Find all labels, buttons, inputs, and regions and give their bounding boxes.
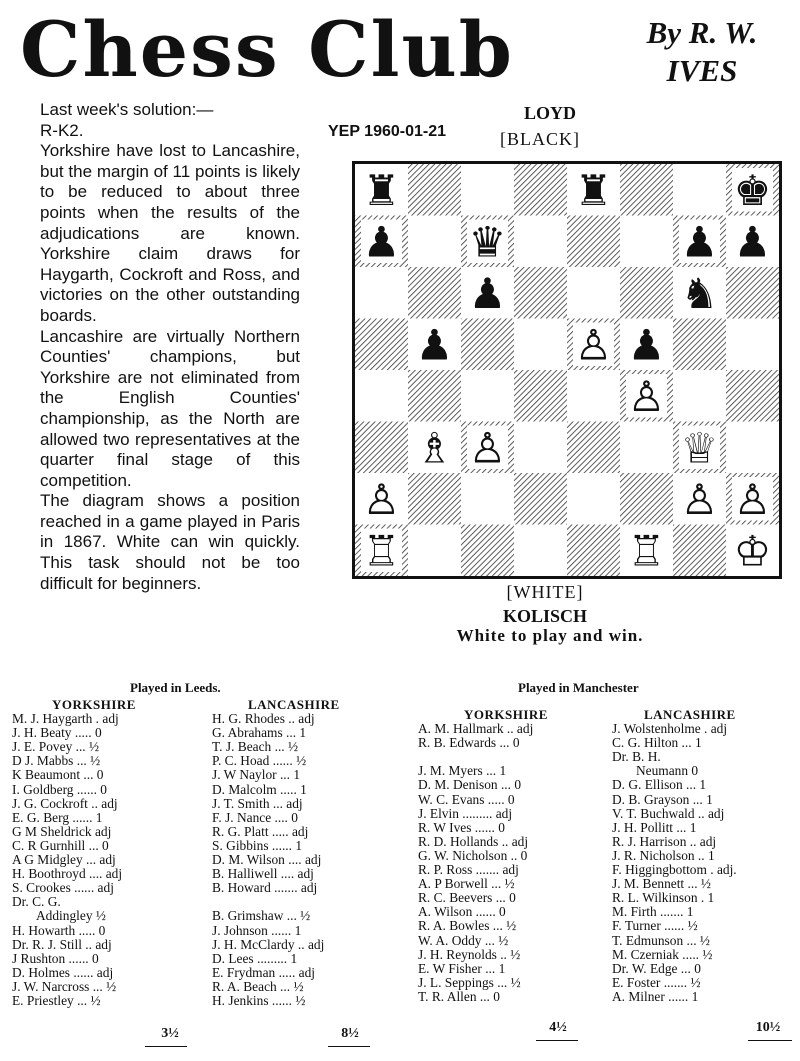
player-result: S. Gibbins ...... 1 bbox=[212, 838, 303, 853]
player-result: D J. Mabbs ... ½ bbox=[12, 754, 101, 769]
light-square bbox=[620, 216, 673, 268]
light-square bbox=[673, 370, 726, 422]
result-row bbox=[612, 821, 796, 835]
result-row bbox=[212, 881, 390, 895]
article-paragraph: The diagram shows a position reached in a game played in Paris in 1867. White can win quickly. This task should not be too difficult for beginners. bbox=[40, 491, 300, 593]
chess-piece-h7: ♟ bbox=[733, 217, 772, 267]
article-paragraph: Yorkshire have lost to Lancashire, but the margin of 11 points is likely to be reduced to about three points when the results of the adjudications are known. Yorkshire claim draws for Haygarth, Cockroft and Ross, and victories on the other outstanding boards. bbox=[40, 141, 300, 325]
light-square bbox=[567, 370, 620, 422]
player-result: E. G. Berg ...... 1 bbox=[12, 810, 103, 825]
player-result: T. J. Beach ... ½ bbox=[212, 740, 299, 755]
article-paragraph: Lancashire are virtually Northern Counties' champions, but Yorkshire are not eliminated from the English Counties' championship, as the North are allowed two representatives at the quarter final stage of this competition. bbox=[40, 326, 300, 490]
result-row bbox=[418, 764, 598, 778]
result-row bbox=[418, 877, 598, 891]
player-result: J. W Naylor ... 1 bbox=[212, 768, 301, 783]
team-heading: LANCASHIRE bbox=[248, 697, 340, 712]
result-row bbox=[212, 740, 390, 754]
dark-square bbox=[461, 525, 514, 577]
column-title: Chess Club bbox=[20, 5, 514, 94]
player-result: Dr. W. Edge ... 0 bbox=[612, 961, 701, 976]
chess-board bbox=[355, 164, 779, 576]
puzzle-task: White to play and win. bbox=[456, 626, 644, 645]
player-result: T. R. Allen ... 0 bbox=[418, 989, 500, 1004]
chess-piece-g7: ♟ bbox=[680, 217, 719, 267]
player-result: G. W. Nicholson .. 0 bbox=[418, 848, 528, 863]
black-player-name: LOYD bbox=[523, 103, 576, 123]
player-result: J. L. Seppings ... ½ bbox=[418, 975, 521, 990]
player-result: B. Halliwell .... adj bbox=[212, 867, 314, 882]
player-result: R. W Ives ...... 0 bbox=[418, 820, 505, 835]
dark-square bbox=[514, 164, 567, 216]
team-heading: YORKSHIRE bbox=[52, 697, 136, 712]
light-square bbox=[461, 370, 514, 422]
result-row bbox=[612, 877, 796, 891]
chess-piece-c6: ♟ bbox=[468, 268, 507, 318]
light-square bbox=[673, 164, 726, 216]
result-row bbox=[612, 736, 796, 750]
result-row bbox=[12, 938, 198, 952]
chess-piece-g2: ♙ bbox=[680, 474, 719, 524]
article-paragraph: R-K2. bbox=[40, 120, 84, 140]
chess-piece-e8: ♜ bbox=[574, 165, 613, 215]
player-result: J. H. Reynolds .. ½ bbox=[418, 947, 521, 962]
result-row bbox=[12, 797, 198, 811]
light-square bbox=[355, 267, 408, 319]
result-row bbox=[418, 736, 598, 750]
player-result: I. Goldberg ...... 0 bbox=[12, 782, 107, 797]
dark-square bbox=[355, 422, 408, 474]
player-result: H. Boothroyd .... adj bbox=[12, 867, 123, 882]
result-row bbox=[12, 881, 198, 895]
chess-piece-h2: ♙ bbox=[733, 474, 772, 524]
result-row bbox=[212, 712, 390, 726]
player-result: R. A. Bowles ... ½ bbox=[418, 919, 517, 934]
player-result: R. B. Edwards ... 0 bbox=[418, 736, 520, 751]
result-row bbox=[12, 994, 198, 1008]
chess-piece-g6: ♞ bbox=[680, 268, 719, 318]
result-row bbox=[612, 891, 796, 905]
result-row bbox=[12, 980, 198, 994]
player-result: M. Firth ....... 1 bbox=[612, 905, 694, 920]
chess-diagram bbox=[352, 161, 782, 579]
player-result: J. Wolstenholme . adj bbox=[612, 722, 728, 737]
player-result: J. H. Beaty ..... 0 bbox=[12, 726, 102, 741]
leeds-heading: Played in Leeds. bbox=[130, 680, 221, 695]
manchester-yorkshire-list bbox=[418, 708, 598, 1004]
light-square bbox=[408, 525, 461, 577]
dark-square bbox=[514, 267, 567, 319]
team-heading: LANCASHIRE bbox=[644, 707, 736, 722]
result-row bbox=[612, 793, 796, 807]
player-result: E. Priestley ... ½ bbox=[12, 993, 101, 1008]
player-result: D. Lees ......... 1 bbox=[212, 951, 298, 966]
chess-piece-e5: ♙ bbox=[574, 320, 613, 370]
team-heading: YORKSHIRE bbox=[464, 707, 548, 722]
player-result: D. M. Wilson .... adj bbox=[212, 853, 322, 868]
dark-square bbox=[726, 370, 779, 422]
result-row bbox=[418, 835, 598, 849]
dark-square bbox=[620, 473, 673, 525]
result-row bbox=[418, 891, 598, 905]
black-side-label: [BLACK] bbox=[500, 129, 580, 149]
dark-square bbox=[567, 216, 620, 268]
result-row bbox=[612, 764, 796, 778]
result-row bbox=[212, 726, 390, 740]
archive-stamp: YEP 1960-01-21 bbox=[328, 123, 447, 140]
result-row bbox=[212, 797, 390, 811]
result-row bbox=[612, 849, 796, 863]
result-row bbox=[212, 952, 390, 966]
result-row bbox=[418, 807, 598, 821]
dark-square bbox=[567, 525, 620, 577]
result-row bbox=[418, 722, 598, 736]
player-result: J Rushton ...... 0 bbox=[12, 951, 99, 966]
player-result: J. M. Bennett ... ½ bbox=[612, 877, 711, 892]
dark-square bbox=[726, 267, 779, 319]
player-result: R. J. Harrison .. adj bbox=[612, 834, 717, 849]
result-row bbox=[212, 909, 390, 923]
light-square bbox=[514, 216, 567, 268]
player-result: K Beaumont ... 0 bbox=[12, 768, 104, 783]
result-row bbox=[418, 821, 598, 835]
result-row bbox=[612, 919, 796, 933]
light-square bbox=[726, 422, 779, 474]
chess-piece-a8: ♜ bbox=[362, 165, 401, 215]
result-row bbox=[418, 863, 598, 877]
result-row bbox=[12, 768, 198, 782]
result-row bbox=[12, 754, 198, 768]
result-row bbox=[612, 863, 796, 877]
light-square bbox=[567, 473, 620, 525]
result-row bbox=[12, 726, 198, 740]
player-result: J. Elvin ......... adj bbox=[418, 806, 513, 821]
chess-piece-b5: ♟ bbox=[415, 320, 454, 370]
result-row bbox=[12, 811, 198, 825]
result-row bbox=[212, 895, 390, 909]
player-result: S. Crookes ...... adj bbox=[12, 881, 114, 896]
player-result: A. P Borwell ... ½ bbox=[418, 877, 515, 892]
result-row bbox=[212, 783, 390, 797]
player-result: E. W Fisher ... 1 bbox=[418, 961, 506, 976]
light-square bbox=[514, 525, 567, 577]
player-result: Dr. R. J. Still .. adj bbox=[12, 937, 112, 952]
player-result: F. J. Nance .... 0 bbox=[212, 810, 298, 825]
chess-piece-a1: ♖ bbox=[362, 526, 401, 576]
player-result: G. Abrahams ... 1 bbox=[212, 726, 307, 741]
player-result: C. G. Hilton ... 1 bbox=[612, 736, 702, 751]
dark-square bbox=[355, 319, 408, 371]
player-result: Dr. C. G. bbox=[12, 895, 61, 910]
player-result: J. M. Myers ... 1 bbox=[418, 764, 507, 779]
result-row bbox=[12, 952, 198, 966]
chess-piece-b3: ♗ bbox=[415, 423, 454, 473]
result-row bbox=[212, 966, 390, 980]
light-square bbox=[620, 422, 673, 474]
player-result: F. Turner ...... ½ bbox=[612, 919, 698, 934]
dark-square bbox=[514, 473, 567, 525]
light-square bbox=[514, 319, 567, 371]
result-row bbox=[12, 853, 198, 867]
dark-square bbox=[461, 319, 514, 371]
byline-line-1: By R. W. bbox=[646, 15, 758, 50]
player-result: V. T. Buchwald .. adj bbox=[612, 806, 725, 821]
result-row bbox=[212, 994, 390, 1008]
player-result: A. M. Hallmark .. adj bbox=[418, 722, 534, 737]
chess-piece-a7: ♟ bbox=[362, 217, 401, 267]
result-row bbox=[612, 722, 796, 736]
result-row bbox=[418, 849, 598, 863]
article-text bbox=[40, 100, 300, 594]
player-result: D. B. Grayson ... 1 bbox=[612, 792, 713, 807]
player-result: A. Milner ...... 1 bbox=[612, 989, 699, 1004]
result-row bbox=[418, 919, 598, 933]
result-row bbox=[612, 962, 796, 976]
dark-square bbox=[514, 370, 567, 422]
result-row bbox=[212, 867, 390, 881]
player-result: M. Czerniak ..... ½ bbox=[612, 947, 713, 962]
player-result: Addingley ½ bbox=[36, 909, 106, 924]
player-result: W. A. Oddy ... ½ bbox=[418, 933, 509, 948]
result-row bbox=[212, 980, 390, 994]
player-result: R. D. Hollands .. adj bbox=[418, 834, 529, 849]
white-player-name: KOLISCH bbox=[502, 606, 588, 626]
manchester-lancashire-list bbox=[612, 708, 796, 1004]
result-row bbox=[12, 712, 198, 726]
manchester-heading: Played in Manchester bbox=[518, 680, 639, 695]
player-result: W. C. Evans ..... 0 bbox=[418, 792, 515, 807]
player-result: H. G. Rhodes .. adj bbox=[212, 712, 315, 727]
result-row bbox=[418, 793, 598, 807]
dark-square bbox=[408, 473, 461, 525]
result-row bbox=[612, 835, 796, 849]
result-row bbox=[612, 990, 796, 1004]
chess-piece-f4: ♙ bbox=[627, 371, 666, 421]
score-total: 8½ bbox=[341, 1026, 359, 1041]
result-row bbox=[418, 976, 598, 990]
result-row bbox=[12, 867, 198, 881]
player-result: H. Howarth ..... 0 bbox=[12, 923, 106, 938]
result-row bbox=[212, 839, 390, 853]
result-row bbox=[418, 990, 598, 1004]
player-result: J. Johnson ...... 1 bbox=[212, 923, 302, 938]
dark-square bbox=[408, 267, 461, 319]
result-row bbox=[12, 909, 198, 923]
result-row bbox=[418, 934, 598, 948]
chess-piece-c3: ♙ bbox=[468, 423, 507, 473]
light-square bbox=[461, 164, 514, 216]
player-result: B. Grimshaw ... ½ bbox=[212, 909, 311, 924]
player-result: A. Wilson ...... 0 bbox=[418, 905, 506, 920]
player-result: J. T. Smith ... adj bbox=[212, 796, 303, 811]
dark-square bbox=[673, 319, 726, 371]
player-result: R. C. Beevers ... 0 bbox=[418, 891, 516, 906]
light-square bbox=[514, 422, 567, 474]
dark-square bbox=[567, 422, 620, 474]
result-row bbox=[212, 825, 390, 839]
player-result: M. J. Haygarth . adj bbox=[12, 712, 119, 727]
player-result: J. H. McClardy .. adj bbox=[212, 937, 325, 952]
dark-square bbox=[673, 525, 726, 577]
total-rule bbox=[145, 1046, 187, 1047]
player-result: D. G. Ellison ... 1 bbox=[612, 778, 707, 793]
result-row bbox=[612, 750, 796, 764]
player-result: B. Howard ....... adj bbox=[212, 881, 318, 896]
chess-piece-a2: ♙ bbox=[362, 474, 401, 524]
player-result: R. P. Ross ....... adj bbox=[418, 863, 519, 878]
player-result: Dr. B. H. bbox=[612, 750, 661, 765]
result-row bbox=[612, 976, 796, 990]
article-paragraph: Last week's solution:— bbox=[40, 100, 214, 119]
player-result: D. Malcolm ..... 1 bbox=[212, 782, 307, 797]
dark-square bbox=[408, 370, 461, 422]
player-result: C. R Gurnhill ... 0 bbox=[12, 838, 109, 853]
player-result: P. C. Hoad ...... ½ bbox=[212, 754, 307, 769]
light-square bbox=[461, 473, 514, 525]
result-row bbox=[418, 778, 598, 792]
result-row bbox=[212, 924, 390, 938]
player-result: J. H. Pollitt ... 1 bbox=[612, 820, 697, 835]
result-row bbox=[612, 778, 796, 792]
dark-square bbox=[620, 164, 673, 216]
total-rule bbox=[748, 1040, 792, 1041]
chess-piece-h1: ♔ bbox=[733, 526, 772, 576]
light-square bbox=[567, 267, 620, 319]
result-row bbox=[212, 938, 390, 952]
result-row bbox=[212, 811, 390, 825]
result-row bbox=[12, 895, 198, 909]
byline bbox=[612, 14, 792, 90]
result-row bbox=[612, 948, 796, 962]
chess-piece-h8: ♚ bbox=[733, 165, 772, 215]
byline-line-2: IVES bbox=[666, 53, 738, 88]
dark-square bbox=[408, 164, 461, 216]
total-rule bbox=[328, 1046, 370, 1047]
player-result: G M Sheldrick adj bbox=[12, 824, 112, 839]
player-result: J. E. Povey ... ½ bbox=[12, 740, 100, 755]
result-row bbox=[612, 905, 796, 919]
score-total: 10½ bbox=[755, 1020, 781, 1035]
result-row bbox=[612, 807, 796, 821]
result-row bbox=[418, 905, 598, 919]
player-result: T. Edmunson ... ½ bbox=[612, 933, 710, 948]
leeds-yorkshire-list bbox=[12, 698, 198, 1008]
result-row bbox=[12, 740, 198, 754]
player-result: D. M. Denison ... 0 bbox=[418, 778, 522, 793]
chess-piece-f1: ♖ bbox=[627, 526, 666, 576]
total-rule bbox=[536, 1040, 578, 1041]
light-square bbox=[726, 319, 779, 371]
result-row bbox=[418, 948, 598, 962]
leeds-lancashire-list bbox=[212, 698, 390, 1008]
white-side-label: [WHITE] bbox=[506, 582, 584, 602]
result-row bbox=[12, 966, 198, 980]
player-result: E. Frydman ..... adj bbox=[212, 965, 316, 980]
result-row bbox=[212, 853, 390, 867]
result-row bbox=[212, 754, 390, 768]
result-row bbox=[12, 839, 198, 853]
player-result: F. Higgingbottom . adj. bbox=[612, 863, 737, 878]
result-row bbox=[12, 783, 198, 797]
result-row bbox=[418, 962, 598, 976]
player-result: R. L. Wilkinson . 1 bbox=[612, 891, 715, 906]
player-result: E. Foster ....... ½ bbox=[612, 975, 701, 990]
result-row bbox=[12, 924, 198, 938]
player-result: Neumann 0 bbox=[636, 764, 699, 779]
chess-piece-g3: ♕ bbox=[680, 423, 719, 473]
result-row bbox=[612, 934, 796, 948]
result-row bbox=[12, 825, 198, 839]
player-result: R. A. Beach ... ½ bbox=[212, 979, 304, 994]
light-square bbox=[355, 370, 408, 422]
player-result: J. W. Narcross ... ½ bbox=[12, 979, 117, 994]
player-result: R. G. Platt ..... adj bbox=[212, 824, 309, 839]
player-result: A G Midgley ... adj bbox=[12, 853, 116, 868]
player-result: J. G. Cockroft .. adj bbox=[12, 796, 118, 811]
result-row bbox=[212, 768, 390, 782]
score-total: 4½ bbox=[549, 1020, 567, 1035]
player-result: D. Holmes ...... adj bbox=[12, 965, 114, 980]
result-row bbox=[418, 750, 598, 764]
score-total: 3½ bbox=[161, 1026, 179, 1041]
chess-piece-f5: ♟ bbox=[627, 320, 666, 370]
player-result: H. Jenkins ...... ½ bbox=[212, 993, 306, 1008]
dark-square bbox=[620, 267, 673, 319]
player-result: J. R. Nicholson .. 1 bbox=[612, 848, 715, 863]
light-square bbox=[408, 216, 461, 268]
chess-piece-c7: ♛ bbox=[468, 217, 507, 267]
